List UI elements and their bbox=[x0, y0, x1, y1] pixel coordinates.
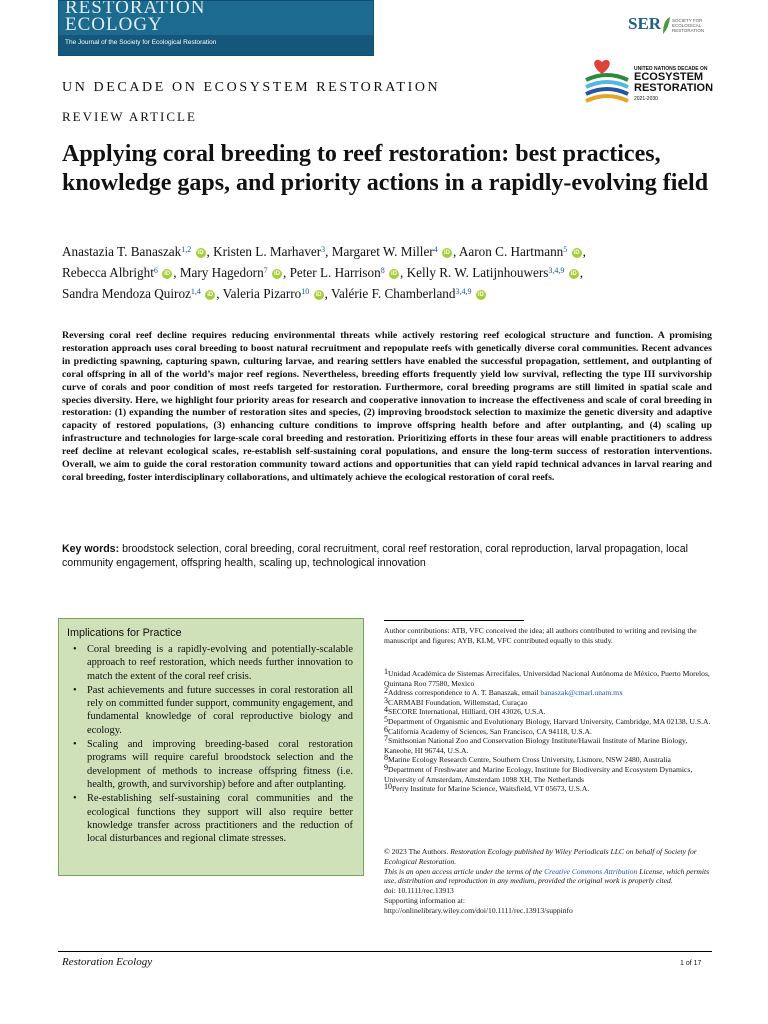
author-affiliation-sup[interactable]: 7 bbox=[263, 266, 268, 275]
orcid-icon[interactable]: iD bbox=[570, 270, 577, 277]
copyright-publisher: published by Wiley Periodicals LLC on behalf of Society for Ecological Restoration. bbox=[384, 847, 697, 866]
author-name[interactable]: Mary Hagedorn bbox=[179, 265, 264, 280]
orcid-icon[interactable]: iD bbox=[391, 270, 398, 277]
open-access-text: This is an open access article under the terms of the bbox=[384, 866, 543, 876]
ser-logo[interactable] bbox=[628, 14, 708, 44]
copyright-text: © 2023 The Authors. bbox=[384, 847, 449, 856]
affiliation-number: 4 bbox=[384, 705, 388, 715]
affiliation-number: 6 bbox=[384, 724, 388, 734]
affiliation-text: Department of Organismic and Evolutionary Biology, Harvard University, Cambridge, MA 02138, U.S.A. bbox=[388, 716, 711, 726]
author-list: Anastazia T. Banaszak$^{1,2}$ iD , Kristen L. Marhaver$^3$, Margaret W. Miller$^4$ iD , Aaron C. Hartmann$^5$ iD , Rebecca Albright$^6$ iD , Mary Hagedorn$^7$ iD , Peter L. Harrison$^8$ iD , Kelly R. W. Latijnhouwers$^{3,4,9}$ iD , Sandra Mendoza Quiroz$^{1,4}$ iD , Valeria Pizarro$^{10}$ iD , Valérie F. Chamberland$^{3,4,9}$ iD bbox=[62, 244, 586, 301]
affiliation-number: 7 bbox=[384, 734, 388, 744]
affiliation-text: Department of Freshwater and Marine Ecology, Institute for Biodiversity and Ecosystem Dynamics, University of Amsterdam, Amsterdam 1098 XH, The Netherlands bbox=[384, 764, 693, 784]
affiliation-item bbox=[384, 707, 714, 717]
author-affiliation-sup[interactable]: 3,4,9 bbox=[455, 287, 472, 296]
article-title: Applying coral breeding to reef restoration: best practices, knowledge gaps, and priority actions in a rapidly-evolving field bbox=[62, 141, 709, 196]
orcid-icon[interactable]: iD bbox=[207, 291, 214, 298]
orcid-icon[interactable]: iD bbox=[444, 249, 451, 256]
un-decade-logo[interactable] bbox=[582, 56, 712, 110]
supporting-info-url[interactable]: http://onlinelibrary.wiley.com/doi/10.1111/rec.13913/suppinfo bbox=[384, 905, 573, 915]
article-series: UN DECADE ON ECOSYSTEM RESTORATION bbox=[62, 80, 441, 95]
un-decade-emblem-icon bbox=[582, 58, 632, 108]
ser-leaf-icon bbox=[661, 16, 671, 36]
supporting-info-label: Supporting information at: bbox=[384, 895, 465, 905]
affiliation-text: Smithsonian National Zoo and Conservation Biology Institute/Hawaii Institute of Marine Biology, Kaneohe, HI 96744, U.S.A. bbox=[384, 736, 688, 755]
affiliation-item bbox=[384, 714, 714, 727]
ser-logo-text: SER bbox=[628, 14, 662, 33]
affiliation-text: Marine Ecology Research Centre, Southern Cross University, Lismore, NSW 2480, Australia bbox=[388, 755, 671, 765]
author-affiliation-sup[interactable]: 10 bbox=[301, 287, 310, 296]
author-affiliation-sup[interactable]: 6 bbox=[153, 266, 158, 275]
journal-name-line2: ECOLOGY bbox=[65, 14, 163, 35]
keywords bbox=[62, 542, 712, 570]
author-name[interactable]: Anastazia T. Banaszak bbox=[62, 244, 182, 259]
author-name[interactable]: Rebecca Albright bbox=[62, 265, 154, 280]
orcid-icon[interactable]: iD bbox=[197, 249, 204, 256]
implications-heading: Implications for Practice bbox=[67, 627, 182, 639]
copyright-journal: Restoration Ecology bbox=[450, 847, 513, 856]
affiliation-text: CARMABI Foundation, Willemstad, Curaçao bbox=[388, 697, 528, 707]
orcid-icon[interactable]: iD bbox=[477, 291, 484, 298]
footnote-rule bbox=[384, 620, 524, 621]
affiliation-text: SECORE International, Hilliard, OH 43026, U.S.A. bbox=[388, 707, 546, 717]
affiliation-number: 5 bbox=[384, 714, 388, 724]
author-name[interactable]: Sandra Mendoza Quiroz bbox=[62, 286, 191, 301]
author-affiliation-sup[interactable]: 8 bbox=[380, 266, 385, 275]
un-decade-line2: ECOSYSTEM bbox=[634, 71, 704, 83]
affiliation-item bbox=[384, 784, 714, 794]
affiliation-text: California Academy of Sciences, San Francisco, CA 94118, U.S.A. bbox=[388, 726, 592, 736]
ser-logo-subtext: SOCIETY FOR ECOLOGICAL RESTORATION bbox=[672, 18, 705, 33]
journal-name-line1: RESTORATION bbox=[65, 0, 206, 18]
author-name[interactable]: Margaret W. Miller bbox=[331, 244, 434, 259]
affiliation-text: Unidad Académica de Sistemas Arrecifales, Universidad Nacional Autónoma de México, Puerto Morelos, Quintana Roo 77580, Mexico bbox=[384, 669, 710, 688]
orcid-icon[interactable]: iD bbox=[164, 270, 171, 277]
journal-tagline: The Journal of the Society for Ecological Restoration bbox=[65, 39, 217, 46]
doi[interactable]: doi: 10.1111/rec.13913 bbox=[384, 886, 454, 896]
affiliations bbox=[384, 669, 714, 794]
correspondence-email-link[interactable]: banaszak@cmarl.unam.mx bbox=[540, 688, 623, 698]
author-name[interactable]: Aaron C. Hartmann bbox=[458, 244, 564, 259]
keywords-text: broodstock selection, coral breeding, coral recruitment, coral reef restoration, coral reproduction, larval propagation, local community engagement, offspring health, scaling up, technological innovation bbox=[62, 543, 688, 569]
list-item: • Scaling and improving breeding-based coral restoration programs will require careful broodstock selection and the development of methods to increase offspring fitness (i.e. health, growth, and survivorship) before and after outplanting. bbox=[87, 738, 353, 791]
keywords-label: Key words: bbox=[62, 543, 120, 555]
un-decade-line1: UNITED NATIONS DECADE ON bbox=[634, 66, 708, 72]
affiliation-text: Address correspondence to A. T. Banaszak, email bbox=[388, 688, 541, 698]
footer-journal: Restoration Ecology bbox=[62, 956, 153, 968]
implications-box bbox=[58, 618, 364, 876]
author-affiliation-sup[interactable]: 3 bbox=[321, 245, 326, 254]
un-decade-line3: RESTORATION bbox=[634, 82, 714, 94]
orcid-icon[interactable]: iD bbox=[273, 270, 280, 277]
license-terms-text: License, which permits use, distribution and reproduction in any medium, provided the original work is properly cited. bbox=[384, 866, 710, 886]
author-affiliation-sup[interactable]: 3,4,9 bbox=[548, 266, 565, 275]
list-item: • Past achievements and future successes in coral restoration all rely on committed funder support, community engagement, and fundamental knowledge of coral reproductive biology and ecology. bbox=[87, 684, 353, 737]
affiliation-item bbox=[384, 736, 714, 755]
orcid-icon[interactable]: iD bbox=[315, 291, 322, 298]
copyright-line bbox=[384, 847, 714, 867]
author-affiliation-sup[interactable]: 1,2 bbox=[181, 245, 192, 254]
affiliation-item bbox=[384, 724, 714, 737]
affiliation-item bbox=[384, 755, 714, 765]
affiliation-number: 1 bbox=[384, 667, 388, 676]
license-block bbox=[384, 847, 714, 916]
implications-list bbox=[59, 643, 365, 846]
journal-banner[interactable] bbox=[58, 0, 374, 56]
author-name[interactable]: Kelly R. W. Latijnhouwers bbox=[406, 265, 549, 280]
orcid-icon[interactable]: iD bbox=[573, 249, 580, 256]
affiliation-item bbox=[384, 762, 714, 784]
author-name[interactable]: Kristen L. Marhaver bbox=[213, 244, 322, 259]
affiliation-number: 10 bbox=[384, 782, 392, 792]
author-name[interactable]: Valeria Pizarro bbox=[222, 286, 302, 301]
affiliation-number: 2 bbox=[384, 686, 388, 696]
author-affiliation-sup[interactable]: 5 bbox=[563, 245, 568, 254]
article-category: REVIEW ARTICLE bbox=[62, 109, 197, 124]
affiliation-number: 9 bbox=[384, 762, 388, 772]
author-contributions: Author contributions: ATB, VFC conceived the idea; all authors contributed to writing and revising the manuscript and figures; AYB, KLM, VFC contributed equally to this study. bbox=[384, 626, 697, 645]
footer-rule bbox=[58, 951, 712, 952]
affiliation-number: 8 bbox=[384, 753, 388, 763]
affiliation-text: Perry Institute for Marine Science, Waitsfield, VT 05673, U.S.A. bbox=[392, 784, 590, 794]
affiliation-number: 3 bbox=[384, 695, 388, 705]
abstract: Reversing coral reef decline requires reducing environmental threats while actively restoring reef ecological structure and function. A promising restoration approach uses coral breeding to boost natural recruitment and repopulate reefs with genetically diverse coral communities. Recent advances in predicting spawning, capturing spawn, culturing larvae, and rearing settlers have enabled the successful propagation, settlement, and outplanting of coral offspring in all of the world’s major reef regions. Nevertheless, breeding efforts frequently yield low survival, reflecting the type III survivorship curve of corals and poor condition of most reefs targeted for restoration. Furthermore, coral breeding programs are still limited in spatial scale and species diversity. Here, we highlight four priority areas for research and cooperative innovation to increase the effectiveness and scale of coral breeding in restoration: (1) expanding the number of restoration sites and species, (2) improving broodstock selection to maximize the genetic diversity and adaptive capacity of restored populations, (3) enhancing culture conditions to improve offspring health before and after outplanting, and (4) scaling up infrastructure and technologies for large-scale coral breeding and restoration. Prioritizing efforts in these four areas will enable practitioners to address reef decline at relevant ecological scales, re-establish self-sustaining coral populations, and ensure the long-term success of restoration interventions. Overall, we aim to guide the coral restoration community toward actions and opportunities that can yield rapid technical advances in larval rearing and coral breeding, foster interdisciplinary collaborations, and ultimately achieve the ecological restoration of coral reefs. bbox=[62, 330, 712, 483]
list-item: • Coral breeding is a rapidly-evolving and potentially-scalable approach to reef restoration, which needs further innovation to match the extent of the coral reef crisis. bbox=[87, 643, 353, 683]
author-name[interactable]: Peter L. Harrison bbox=[289, 265, 381, 280]
page-number: 1 of 17 bbox=[680, 960, 702, 967]
affiliation-item bbox=[384, 688, 714, 698]
author-name[interactable]: Valérie F. Chamberland bbox=[330, 286, 456, 301]
affiliation-item bbox=[384, 695, 714, 708]
creative-commons-link[interactable]: Creative Commons Attribution bbox=[544, 866, 638, 876]
author-affiliation-sup[interactable]: 1,4 bbox=[190, 287, 201, 296]
un-decade-years: 2021-2030 bbox=[634, 96, 658, 102]
affiliation-item bbox=[384, 669, 714, 688]
open-access-line bbox=[384, 867, 714, 887]
list-item: • Re-establishing self-sustaining coral communities and the ecological functions they support will also require better knowledge transfer across practitioners and the reduction of local disturbances and regional climate stresses. bbox=[87, 792, 353, 845]
author-affiliation-sup[interactable]: 4 bbox=[433, 245, 438, 254]
